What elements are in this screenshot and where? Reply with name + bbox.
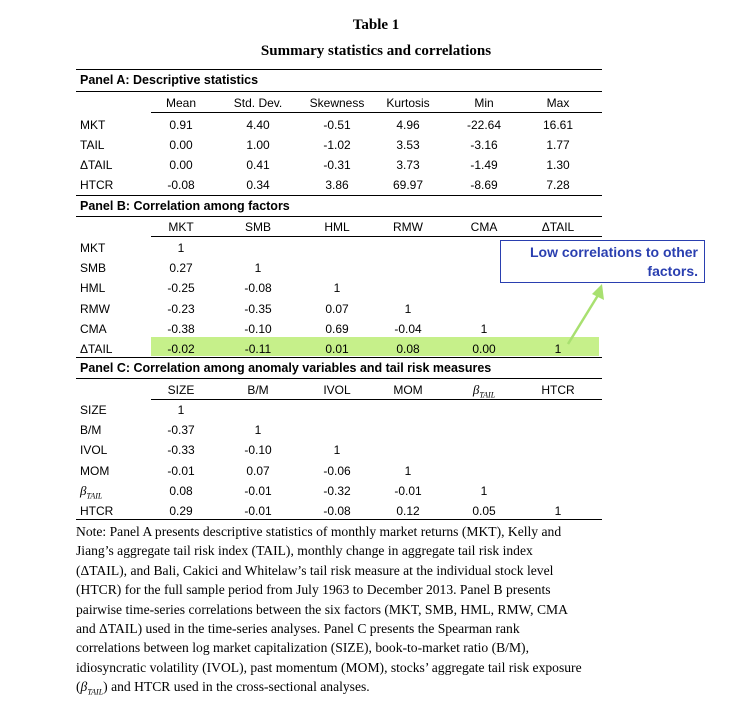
panel_b-col-header: HML: [324, 220, 350, 234]
panel-a-heading: Panel A: Descriptive statistics: [80, 73, 259, 87]
panel_a-cell: 1.30: [546, 158, 570, 172]
panel_a-cell: 1.77: [546, 138, 570, 152]
panel_b-cell: 1: [480, 321, 488, 336]
panel_a-col-header: Skewness: [309, 96, 365, 110]
panel_c-row-label: MOM: [80, 463, 110, 478]
panel_b-row-label: RMW: [80, 301, 110, 316]
panel_c-cell: 0.08: [169, 483, 193, 498]
table-note: [76, 522, 602, 702]
panel_c-col-header: SIZE: [167, 383, 195, 397]
panel_c-cell: 1: [254, 423, 262, 438]
note-line-5: pairwise time-series correlations between the six factors (MKT, SMB, HML, RMW, CMA: [76, 601, 568, 617]
panel_a-row-label: TAIL: [80, 138, 105, 152]
note-line-2: Jiang’s aggregate tail risk index (TAIL), monthly change in aggregate tail risk index: [76, 543, 533, 559]
panel_a-cell: -1.49: [470, 158, 498, 172]
note-line-4: (HTCR) for the full sample period from July 1963 to December 2013. Panel B presents: [76, 582, 551, 598]
panel_a-cell: 3.73: [396, 158, 420, 172]
panel_b-col-header: CMA: [470, 220, 498, 234]
panel_a-col-header: Kurtosis: [386, 96, 430, 110]
panel_b-cell: -0.11: [244, 342, 272, 356]
panel_c-cell: -0.10: [244, 443, 272, 458]
panel_c-col-header: IVOL: [323, 383, 351, 397]
panel_b-cell: -0.23: [167, 301, 195, 316]
panel_b-cell: 1: [333, 281, 341, 296]
panel_b-cell: 0.07: [325, 301, 349, 316]
callout-line-2: factors.: [647, 263, 698, 279]
rule-bottom: [76, 519, 602, 520]
panel_c-row-label: HTCR: [80, 504, 114, 518]
panel_b-cell: 1: [554, 342, 562, 356]
panel_c-cell: -0.01: [394, 483, 422, 498]
panel_c-cell: -0.06: [323, 463, 351, 478]
note-line-1: Note: Panel A presents descriptive statistics of monthly market returns (MKT), Kelly and: [76, 524, 562, 539]
panel_a-cell: 4.96: [396, 118, 420, 132]
panel_b-cell: -0.02: [167, 342, 195, 356]
panel_c-cell: 1: [404, 463, 412, 478]
rule-panel-a-head: [76, 91, 602, 92]
panel_c-col-header: B/M: [247, 383, 269, 397]
panel_c-row-label: IVOL: [80, 443, 108, 458]
note-line-7: correlations between log market capitalization (SIZE), book-to-market ratio (B/M),: [76, 640, 529, 656]
callout-arrow-icon: [560, 280, 610, 350]
panel_b-cell: -0.25: [167, 281, 195, 296]
rule-panel-b-head: [76, 216, 602, 217]
callout-line-1: Low correlations to other: [529, 244, 698, 260]
panel_a-col-header: Std. Dev.: [233, 96, 283, 110]
panel_b-col-header: RMW: [393, 220, 423, 234]
panel_a-row-label: MKT: [80, 118, 106, 132]
panel_c-cell: -0.01: [244, 483, 272, 498]
panel_a-cell: -1.02: [323, 138, 351, 152]
rule-top: [76, 69, 602, 70]
panel_a-cell: -0.31: [323, 158, 351, 172]
panel_a-cell: 4.40: [246, 118, 270, 132]
rule-panel-b-cols: [151, 236, 602, 237]
panel_c-cell: -0.08: [323, 504, 351, 518]
panel_b-cell: 0.00: [472, 342, 496, 356]
highlight-row-dtail: [151, 337, 599, 356]
rule-panel-a-cols: [151, 112, 602, 113]
panel_b-cell: 0.69: [325, 321, 349, 336]
panel_a-cell: 0.00: [169, 158, 193, 172]
panel_b-cell: 1: [177, 241, 185, 255]
panel_a-cell: -3.16: [470, 138, 498, 152]
panel_b-cell: 1: [404, 301, 412, 316]
panel_a-cell: 69.97: [392, 178, 424, 192]
panel_a-cell: 0.41: [246, 158, 270, 172]
panel_b-cell: 1: [254, 261, 262, 276]
panel_c-cell: 0.07: [246, 463, 270, 478]
rule-panel-b-end: [76, 357, 602, 358]
panel_b-row-label: CMA: [80, 321, 107, 336]
rule-panel-c-cols: [151, 399, 602, 400]
panel_b-col-header: ΔTAIL: [541, 220, 575, 234]
panel_b-cell: 0.01: [325, 342, 349, 356]
panel_a-cell: 7.28: [546, 178, 570, 192]
panel_a-cell: 3.53: [396, 138, 420, 152]
table-subtitle: Summary statistics and correlations: [260, 43, 492, 59]
panel_a-cell: 0.00: [169, 138, 193, 152]
panel_b-row-label: SMB: [80, 261, 107, 276]
panel_b-cell: -0.08: [244, 281, 272, 296]
table-title: Table 1: [352, 17, 400, 33]
panel_a-col-header: Mean: [165, 96, 197, 110]
panel-b-heading: Panel B: Correlation among factors: [80, 199, 290, 213]
panel-c-heading: Panel C: Correlation among anomaly variables and tail risk measures: [80, 361, 492, 375]
panel_c-col-header: MOM: [393, 383, 423, 397]
panel_c-cell: -0.01: [167, 463, 195, 478]
panel_c-cell: -0.33: [167, 443, 195, 458]
panel_a-col-header: Min: [474, 96, 494, 110]
panel_a-cell: -22.64: [466, 118, 502, 132]
panel_a-cell: 3.86: [325, 178, 349, 192]
panel_a-cell: -0.51: [323, 118, 351, 132]
panel_c-cell: -0.01: [244, 504, 272, 518]
note-line-8: idiosyncratic volatility (IVOL), past momentum (MOM), stocks’ aggregate tail risk exposure: [76, 659, 582, 675]
panel_c-cell: -0.32: [323, 483, 351, 498]
rule-panel-c-head: [76, 378, 602, 379]
panel_b-cell: -0.04: [394, 321, 422, 336]
panel_a-row-label: ΔTAIL: [80, 158, 113, 172]
note-line-3: (ΔTAIL), and Bali, Cakici and Whitelaw’s tail risk measure at the individual stock level: [76, 562, 554, 578]
callout-box: [500, 240, 705, 283]
panel_a-cell: 16.61: [542, 118, 574, 132]
panel_c-cell: 1: [554, 504, 562, 518]
panel_b-col-header: MKT: [168, 220, 194, 234]
panel_a-cell: -0.08: [167, 178, 195, 192]
panel_b-cell: -0.35: [244, 301, 272, 316]
panel_c-cell: 0.12: [396, 504, 420, 518]
panel_b-row-label: MKT: [80, 241, 106, 255]
note-line-9: $(\beta_{TAIL})$ and HTCR used in the cross-sectional analyses.: [76, 679, 370, 697]
panel_b-cell: 0.27: [169, 261, 193, 276]
panel_a-row-label: HTCR: [80, 178, 114, 192]
panel_c-cell: 1: [333, 443, 341, 458]
panel_c-row-label: SIZE: [80, 403, 107, 417]
note-line-6: and ΔTAIL) used in the time-series analyses. Panel C presents the Spearman rank: [76, 621, 520, 637]
panel_c-cell: 0.29: [169, 504, 193, 518]
panel_a-col-header: Max: [546, 96, 570, 110]
panel_b-row-label: ΔTAIL: [80, 342, 113, 356]
rule-panel-a-end: [76, 195, 602, 196]
panel_a-cell: 0.91: [169, 118, 193, 132]
panel_c-col-header: HTCR: [541, 383, 575, 397]
panel_a-cell: 0.34: [246, 178, 270, 192]
panel_c-cell: -0.37: [167, 423, 195, 438]
panel_b-cell: 0.08: [396, 342, 420, 356]
panel_c-cell: 1: [480, 483, 488, 498]
panel_c-row-label: B/M: [80, 423, 102, 438]
panel_c-col-header: $\beta_{TAIL}$: [472, 382, 496, 400]
panel_b-col-header: SMB: [244, 220, 272, 234]
panel_a-cell: -8.69: [470, 178, 498, 192]
panel_c-cell: 0.05: [472, 504, 496, 518]
panel_c-row-label: $\beta_{TAIL}$: [80, 482, 103, 501]
panel_b-cell: -0.38: [167, 321, 195, 336]
panel_b-row-label: HML: [80, 281, 106, 296]
panel_b-cell: -0.10: [244, 321, 272, 336]
panel_c-cell: 1: [177, 403, 185, 417]
panel_a-cell: 1.00: [246, 138, 270, 152]
